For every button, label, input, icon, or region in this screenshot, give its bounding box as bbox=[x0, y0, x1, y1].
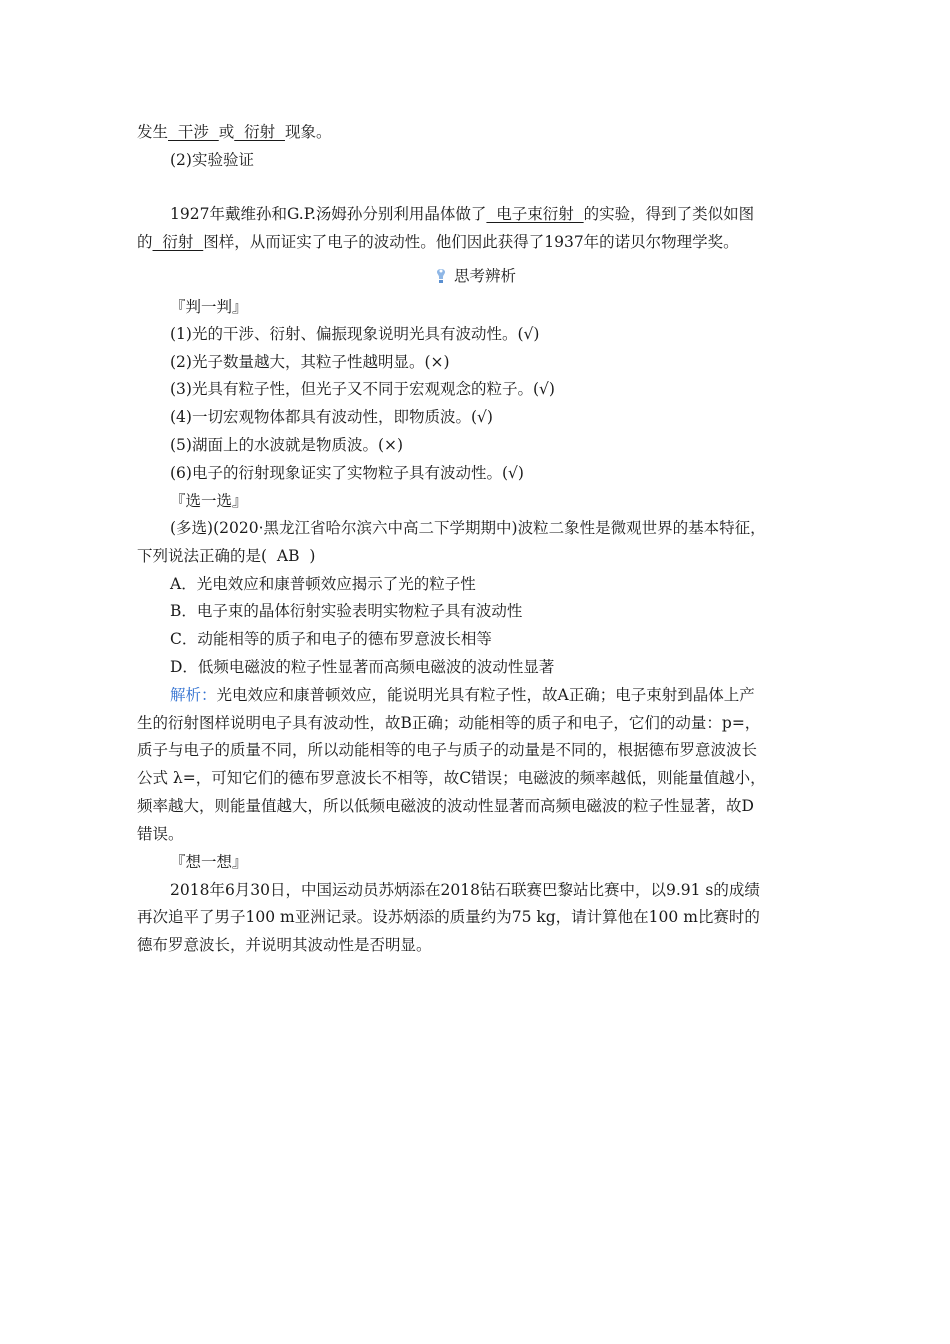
section-title bbox=[0, 266, 950, 286]
analysis-line: 质子与电子的质量不同，所以动能相等的电子与质子的动量是不同的，根据德布罗意波波长 bbox=[137, 741, 758, 759]
option-c: C．动能相等的质子和电子的德布罗意波长相等 bbox=[170, 630, 492, 648]
text: 1927年戴维孙和G.P.汤姆孙分别利用晶体做了 bbox=[170, 205, 487, 223]
analysis-line: 错误。 bbox=[137, 825, 184, 843]
judge-item: (3)光具有粒子性，但光子又不同于宏观观念的粒子。(√) bbox=[170, 380, 555, 398]
text-line bbox=[170, 204, 827, 224]
analysis-line bbox=[170, 685, 827, 705]
text: 的实验，得到了类似如图 bbox=[583, 205, 755, 223]
option-b: B．电子束的晶体衍射实验表明实物粒子具有波动性 bbox=[170, 602, 523, 620]
answer-text: AB bbox=[267, 547, 310, 565]
text: 光电效应和康普顿效应，能说明光具有粒子性，故A正确；电子束射到晶体上产 bbox=[216, 686, 755, 704]
judge-item: (6)电子的衍射现象证实了实物粒子具有波动性。(√) bbox=[170, 464, 524, 482]
judge-heading: 『判一判』 bbox=[170, 298, 248, 316]
choose-heading: 『选一选』 bbox=[170, 492, 248, 510]
analysis-line: 公式 λ=，可知它们的德布罗意波长不相等，故C错误；电磁波的频率越低，则能量值越小， bbox=[137, 769, 766, 787]
text-line bbox=[137, 232, 827, 252]
think-line: 德布罗意波长，并说明其波动性是否明显。 bbox=[137, 936, 432, 954]
text: 的 bbox=[137, 233, 153, 251]
think-line: 2018年6月30日，中国运动员苏炳添在2018钻石联赛巴黎站比赛中，以9.91 s的成绩 bbox=[170, 881, 760, 899]
analysis-label: 解析： bbox=[170, 686, 217, 704]
option-a: A．光电效应和康普顿效应揭示了光的粒子性 bbox=[170, 575, 476, 593]
question-line: (多选)(2020·黑龙江省哈尔滨六中高二下学期期中)波粒二象性是微观世界的基本特征， bbox=[170, 519, 766, 537]
text: 下列说法正确的是( bbox=[137, 547, 268, 565]
think-heading: 『想一想』 bbox=[170, 853, 248, 871]
judge-item: (2)光子数量越大，其粒子性越明显。(×) bbox=[170, 353, 450, 371]
text: 发生 bbox=[137, 123, 169, 141]
text-line bbox=[137, 122, 827, 142]
judge-item: (5)湖面上的水波就是物质波。(×) bbox=[170, 436, 404, 454]
fill-blank-answer: 衍射 bbox=[152, 233, 204, 251]
subheading-experiment: (2)实验验证 bbox=[170, 151, 254, 169]
fill-blank-answer: 衍射 bbox=[234, 123, 285, 141]
think-line: 再次追平了男子100 m亚洲记录。设苏炳添的质量约为75 kg，请计算他在100 m比赛时的 bbox=[137, 908, 760, 926]
judge-item: (4)一切宏观物体都具有波动性，即物质波。(√) bbox=[170, 408, 493, 426]
text: 现象。 bbox=[284, 123, 332, 141]
text: 或 bbox=[218, 123, 235, 141]
fill-blank-answer: 干涉 bbox=[168, 123, 219, 141]
question-line bbox=[137, 546, 827, 566]
analysis-line: 频率越大，则能量值越大，所以低频电磁波的波动性显著而高频电磁波的粒子性显著，故D bbox=[137, 797, 754, 815]
analysis-line: 生的衍射图样说明电子具有波动性，故B正确；动能相等的质子和电子，它们的动量：p=， bbox=[137, 714, 761, 732]
text: ) bbox=[309, 547, 316, 565]
fill-blank-answer: 电子束衍射 bbox=[486, 205, 584, 223]
section-title-text: 思考辨析 bbox=[453, 267, 516, 285]
option-d: D．低频电磁波的粒子性显著而高频电磁波的波动性显著 bbox=[170, 658, 555, 676]
judge-item: (1)光的干涉、衍射、偏振现象说明光具有波动性。(√) bbox=[170, 325, 540, 343]
text: 图样，从而证实了电子的波动性。他们因此获得了1937年的诺贝尔物理学奖。 bbox=[203, 233, 739, 251]
thinking-person-icon bbox=[434, 266, 448, 284]
